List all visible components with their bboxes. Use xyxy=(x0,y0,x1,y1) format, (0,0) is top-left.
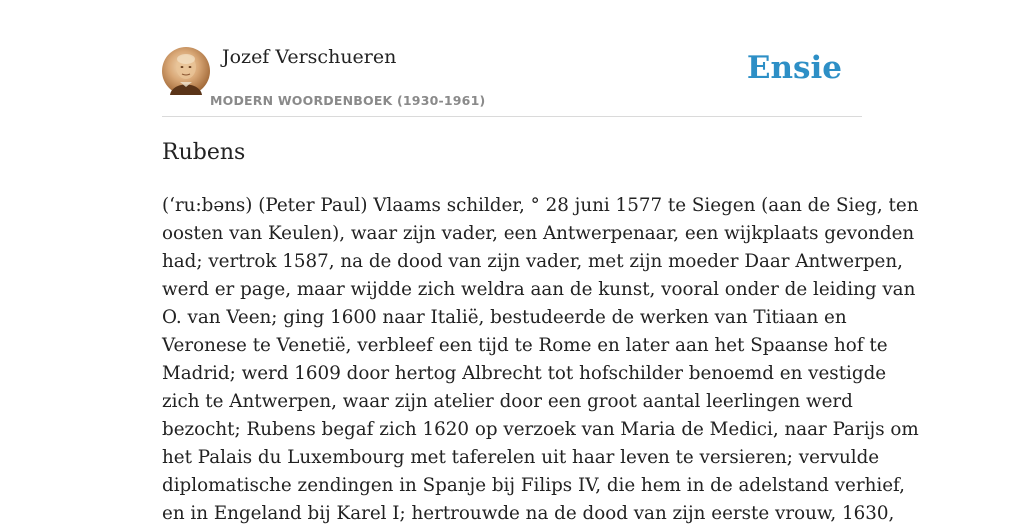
body-line: O. van Veen; ging 1600 naar Italië, bestudeerde de werken van Titiaan en xyxy=(162,307,847,328)
body-line: Veronese te Venetië, verbleef een tijd te Rome en later aan het Spaanse hof te xyxy=(162,335,888,356)
source-label[interactable]: MODERN WOORDENBOEK (1930-1961) xyxy=(210,93,486,108)
entry-title: Rubens xyxy=(162,140,246,165)
body-line: en in Engeland bij Karel I; hertrouwde na de dood van zijn eerste vrouw, 1630, xyxy=(162,503,895,524)
author-name[interactable]: Jozef Verschueren xyxy=(222,46,397,68)
body-line: oosten van Keulen), waar zijn vader, een Antwerpenaar, een wijkplaats gevonden xyxy=(162,223,915,244)
body-line: zich te Antwerpen, waar zijn atelier door een groot aantal leerlingen werd xyxy=(162,391,853,412)
body-line: diplomatische zendingen in Spanje bij Filips IV, die hem in de adelstand verhief, xyxy=(162,475,905,496)
body-line: werd er page, maar wijdde zich weldra aan de kunst, vooral onder de leiding van xyxy=(162,279,916,300)
body-line: had; vertrok 1587, na de dood van zijn vader, met zijn moeder Daar Antwerpen, xyxy=(162,251,903,272)
author-avatar[interactable] xyxy=(162,47,210,95)
entry-body xyxy=(162,192,919,528)
body-line: (‘ru:bəns) (Peter Paul) Vlaams schilder, ° 28 juni 1577 te Siegen (aan de Sieg, ten xyxy=(162,195,919,216)
entry-header xyxy=(162,44,862,117)
portrait-image xyxy=(162,47,210,95)
body-line: bezocht; Rubens begaf zich 1620 op verzoek van Maria de Medici, naar Parijs om xyxy=(162,419,919,440)
body-line: het Palais du Luxembourg met taferelen uit haar leven te versieren; vervulde xyxy=(162,447,880,468)
body-line: Madrid; werd 1609 door hertog Albrecht tot hofschilder benoemd en vestigde xyxy=(162,363,887,384)
ensie-logo[interactable]: Ensie xyxy=(746,50,842,86)
